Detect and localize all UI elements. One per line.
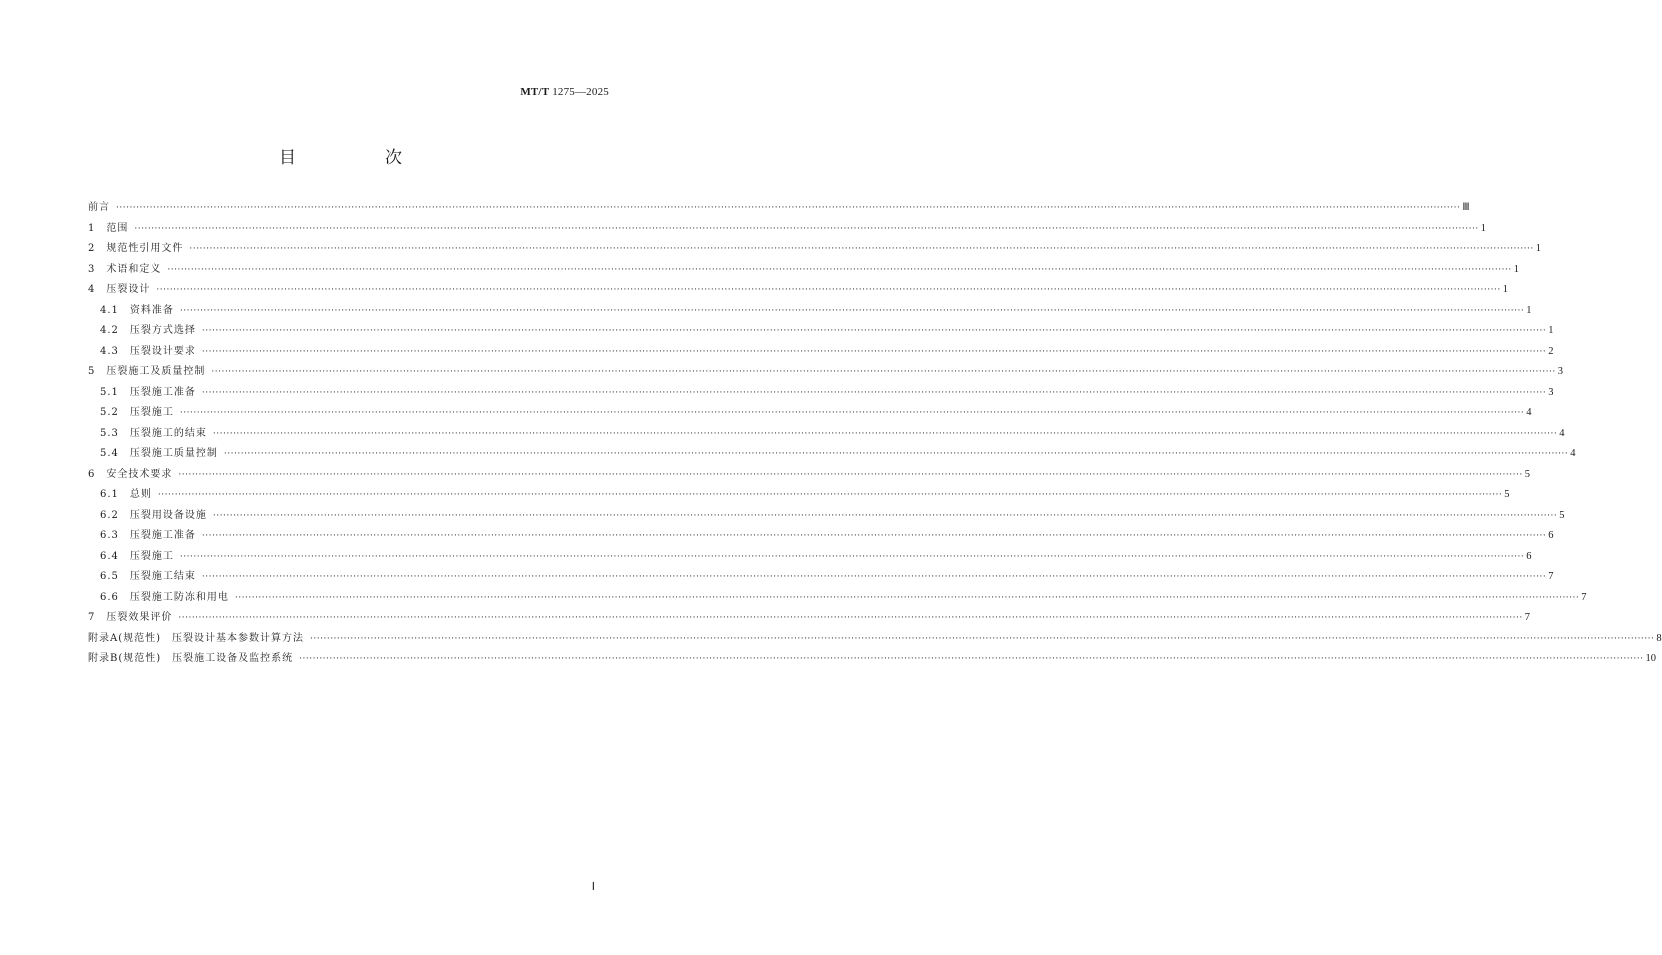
page-title: 目 次: [279, 148, 438, 168]
toc-entry[interactable]: [88, 362, 1563, 383]
toc-leader-dots: ················································································································································································································································································································································································································: [201, 346, 1547, 357]
toc-entry-page: 8: [1656, 632, 1662, 644]
toc-leader-dots: ················································································································································································································································································································································································································: [179, 408, 1525, 418]
toc-leader-dots: ················································································································································································································································································································································································································: [156, 285, 1501, 295]
toc-entry-label: 2 规范性引用文件: [88, 243, 184, 254]
toc-entry[interactable]: [88, 342, 1554, 363]
toc-leader-dots: ················································································································································································································································································································································································································: [211, 367, 1556, 377]
toc-entry-page: 1: [1480, 222, 1486, 234]
toc-entry-label: 5.2 压裂施工: [100, 407, 174, 418]
toc-entry-page: 4: [1570, 448, 1576, 459]
toc-entry-label: 6.5 压裂施工结束: [100, 571, 196, 582]
toc-leader-dots: ················································································································································································································································································································································································································: [223, 449, 1569, 459]
toc-entry-page: 1: [1513, 263, 1519, 275]
toc-entry-label: 6.1 总则: [100, 489, 152, 500]
toc-leader-dots: ················································································································································································································································································································································································································: [201, 572, 1547, 582]
toc-entry[interactable]: [88, 403, 1532, 424]
toc-entry-label: 附录A(规范性) 压裂设计基本参数计算方法: [88, 632, 305, 644]
toc-entry-label: 6.3 压裂施工准备: [100, 530, 196, 541]
toc-entry-label: 6.6 压裂施工防冻和用电: [100, 591, 229, 603]
toc-leader-dots: ················································································································································································································································································································································································································: [212, 510, 1558, 521]
standard-code-number: 1275—2025: [552, 86, 609, 98]
toc-entry-label: 5.4 压裂施工质量控制: [100, 448, 218, 459]
toc-entry-label: 5.3 压裂施工的结束: [100, 427, 207, 439]
toc-leader-dots: ················································································································································································································································································································································································································: [201, 531, 1547, 541]
toc-entry-page: 1: [1548, 325, 1554, 336]
toc-entry-page: 3: [1557, 366, 1563, 377]
toc-entry[interactable]: [88, 321, 1554, 342]
toc-entry-label: 4.2 压裂方式选择: [100, 325, 196, 336]
toc-entry[interactable]: [88, 280, 1508, 301]
toc-leader-dots: ················································································································································································································································································································································································································: [157, 490, 1503, 500]
toc-entry[interactable]: [88, 383, 1554, 404]
toc-entry-label: 5 压裂施工及质量控制: [88, 366, 206, 377]
toc-entry[interactable]: [88, 198, 1470, 219]
toc-entry[interactable]: [88, 547, 1532, 568]
toc-leader-dots: ················································································································································································································································································································································································································: [234, 592, 1580, 603]
toc-leader-dots: ················································································································································································································································································································································································································: [167, 264, 1512, 275]
toc-leader-dots: ················································································································································································································································································································································································································: [178, 613, 1523, 623]
toc-entry[interactable]: [88, 444, 1576, 465]
toc-entry-label: 1 范围: [88, 222, 129, 234]
toc-entry[interactable]: [88, 588, 1587, 609]
standard-code-prefix: MT/T: [520, 86, 550, 98]
toc-entry-label: 5.1 压裂施工准备: [100, 386, 196, 398]
toc-entry[interactable]: [88, 485, 1510, 506]
toc-leader-dots: ················································································································································································································································································································································································································: [201, 387, 1547, 398]
toc-entry[interactable]: [88, 567, 1554, 588]
footer-page-number: Ⅰ: [591, 881, 595, 893]
toc-entry[interactable]: [88, 301, 1532, 322]
toc-entry[interactable]: [88, 526, 1554, 547]
toc-entry-page: 6: [1548, 530, 1554, 541]
toc-leader-dots: ················································································································································································································································································································································································································: [134, 223, 1479, 234]
toc-entry-page: Ⅲ: [1462, 202, 1470, 213]
toc-entry-page: 7: [1524, 612, 1530, 623]
toc-entry-label: 7 压裂效果评价: [88, 612, 173, 623]
toc-leader-dots: ················································································································································································································································································································································································································: [212, 428, 1558, 439]
toc-entry[interactable]: [88, 219, 1486, 240]
standard-code: [520, 86, 609, 98]
toc-entry-label: 6.2 压裂用设备设施: [100, 509, 207, 521]
toc-entry-page: 1: [1502, 284, 1508, 295]
toc-entry-page: 7: [1548, 571, 1554, 582]
toc-leader-dots: ················································································································································································································································································································································································································: [299, 654, 1644, 664]
toc-entry-label: 4.1 资料准备: [100, 304, 174, 316]
toc-entry-page: 5: [1524, 468, 1530, 480]
toc-leader-dots: ················································································································································································································································································································································································································: [116, 203, 1461, 213]
table-of-contents: [88, 198, 1662, 670]
toc-entry[interactable]: [88, 649, 1656, 670]
toc-entry-page: 5: [1559, 509, 1565, 521]
toc-entry[interactable]: [88, 506, 1565, 527]
toc-entry-page: 5: [1504, 489, 1510, 500]
toc-entry-label: 3 术语和定义: [88, 263, 162, 275]
toc-entry-page: 2: [1548, 345, 1554, 357]
toc-entry-page: 7: [1581, 591, 1587, 603]
toc-leader-dots: ················································································································································································································································································································································································································: [179, 305, 1525, 316]
toc-entry-label: 4 压裂设计: [88, 284, 151, 295]
toc-entry-page: 3: [1548, 386, 1554, 398]
toc-entry-label: 6.4 压裂施工: [100, 550, 174, 562]
toc-entry[interactable]: [88, 239, 1541, 260]
toc-leader-dots: ················································································································································································································································································································································································································: [179, 551, 1525, 562]
toc-entry[interactable]: [88, 424, 1565, 445]
toc-entry-page: 1: [1535, 243, 1541, 254]
toc-leader-dots: ················································································································································································································································································································································································································: [201, 326, 1547, 336]
toc-entry-label: 附录B(规范性) 压裂施工设备及监控系统: [88, 653, 294, 664]
toc-entry-page: 6: [1526, 550, 1532, 562]
toc-leader-dots: ················································································································································································································································································································································································································: [310, 633, 1655, 644]
toc-entry-page: 4: [1526, 407, 1532, 418]
toc-entry[interactable]: [88, 260, 1519, 281]
toc-entry[interactable]: [88, 629, 1662, 650]
toc-entry[interactable]: [88, 465, 1530, 486]
toc-entry[interactable]: [88, 608, 1530, 629]
toc-entry-label: 前言: [88, 202, 110, 213]
toc-entry-page: 10: [1645, 653, 1656, 664]
toc-entry-page: 1: [1526, 304, 1532, 316]
toc-entry-page: 4: [1559, 427, 1565, 439]
toc-leader-dots: ················································································································································································································································································································································································································: [178, 469, 1523, 480]
toc-leader-dots: ················································································································································································································································································································································································································: [189, 244, 1534, 254]
toc-entry-label: 6 安全技术要求: [88, 468, 173, 480]
toc-entry-label: 4.3 压裂设计要求: [100, 345, 196, 357]
